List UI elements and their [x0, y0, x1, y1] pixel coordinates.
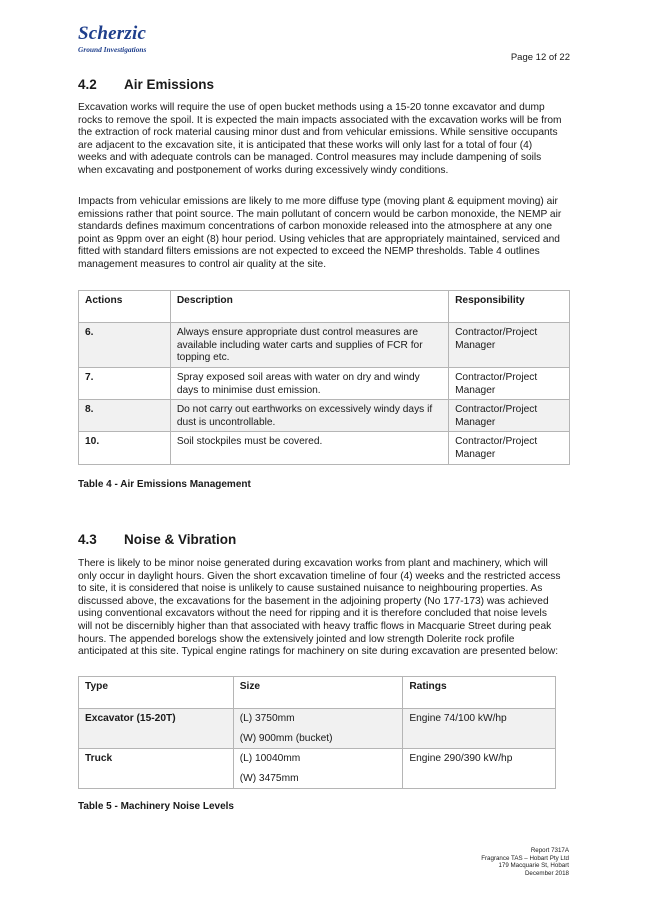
column-header-actions: Actions: [79, 291, 171, 323]
action-responsibility: Contractor/Project Manager: [449, 323, 570, 368]
noise-vibration-paragraph: There is likely to be minor noise generated during excavation works from plant and machinery, which will only occur in daylight hours. Given the short excavation timeline of four (4) weeks and the restricted access to site, it is considered that noise is unlikely to cause sustained nuisance to neighbouring properties. As discussed above, the excavations for the basement in the adjoining property (No 177-173) was achieved using conventional excavators without the need for ripping and it is therefore concluded that noise levels will not be discernibly higher than that associated with heavy traffic flows in Macquarie Street during peak hours. The appended borelogs show the extensively jointed and low strength Dolerite rock profile anticipated at this site. Typical engine ratings for machinery on site during excavation are presented below:: [78, 558, 561, 658]
action-number: 8.: [79, 400, 171, 432]
table-row: [79, 368, 570, 400]
machinery-table: [78, 676, 556, 789]
column-header-ratings: Ratings: [403, 677, 556, 709]
action-description: Do not carry out earthworks on excessively windy days if dust is uncontrollable.: [170, 400, 448, 432]
column-header-size: Size: [233, 677, 403, 709]
action-responsibility: Contractor/Project Manager: [449, 432, 570, 464]
table-row: [79, 400, 570, 432]
machine-size: [233, 749, 403, 789]
table-row: [79, 709, 556, 749]
machine-type: Excavator (15-20T): [79, 709, 234, 749]
section-heading-noise-vibration: [78, 532, 236, 547]
machine-rating: Engine 74/100 kW/hp: [403, 709, 556, 749]
table-4-caption: Table 4 - Air Emissions Management: [78, 479, 251, 490]
footer-date: December 2018: [524, 869, 569, 877]
table-header-row: [79, 291, 570, 323]
machine-rating: Engine 290/390 kW/hp: [403, 749, 556, 789]
machine-type: Truck: [79, 749, 234, 789]
column-header-responsibility: Responsibility: [449, 291, 570, 323]
report-footer: [481, 847, 569, 877]
action-responsibility: Contractor/Project Manager: [449, 368, 570, 400]
footer-address: 179 Macquarie St, Hobart: [498, 862, 569, 870]
machine-length: (L) 10040mm: [239, 753, 301, 764]
action-description: Always ensure appropriate dust control measures are available including water carts and supplies of FCR for topping etc.: [170, 323, 448, 368]
air-emissions-paragraph-2: Impacts from vehicular emissions are likely to me more diffuse type (moving plant & equipment moving) air emissions rather that point source. The main pollutant of concern would be carbon monoxide, the NEMP air standards defines maximum concentrations of carbon monoxide released into the atmosphere at any one point as 9ppm over an eight (8) hour period. Using vehicles that are appropriately maintained, serviced and fitted with standard filters emissions are not expected to exceed the NEMP thresholds. Table 4 outlines management measures to control air quality at the site.: [78, 196, 562, 270]
machine-width: (W) 900mm (bucket): [239, 732, 333, 744]
table-5-caption: Table 5 - Machinery Noise Levels: [78, 801, 234, 812]
column-header-type: Type: [79, 677, 234, 709]
section-number: 4.2: [78, 77, 97, 92]
company-logo: [78, 24, 146, 54]
column-header-description: Description: [170, 291, 448, 323]
footer-client: Fragrance TAS – Hobart Pty Ltd: [481, 854, 569, 862]
logo-name: Scherzic: [78, 23, 147, 44]
table-header-row: [79, 677, 556, 709]
machine-length: (L) 3750mm: [239, 713, 295, 724]
footer-report-number: Report 7317A: [530, 847, 569, 854]
machine-size: [233, 709, 403, 749]
section-title: Noise & Vibration: [124, 532, 237, 547]
air-emissions-paragraph-1: Excavation works will require the use of open bucket methods using a 15-20 tonne excavator and dump rocks to remove the spoil. It is expected the main impacts associated with the excavation works will be from the extraction of rock material causing minor dust and from vehicular emissions. While sensitive occupants are adjacent to the excavation site, it is anticipated that these works will only last for a total of four (4) weeks and with adequate controls can be managed. Control measures may include dampening of soils when excavating and postponement of works during excessively windy conditions.: [78, 102, 562, 176]
air-emissions-table: [78, 290, 570, 465]
logo-tagline: Ground Investigations: [78, 45, 147, 54]
page-number: Page 12 of 22: [510, 52, 570, 63]
section-heading-air-emissions: [78, 77, 214, 92]
table-row: [79, 749, 556, 789]
action-description: Spray exposed soil areas with water on dry and windy days to minimise dust emission.: [170, 368, 448, 400]
section-number: 4.3: [78, 532, 97, 547]
action-number: 6.: [79, 323, 171, 368]
machine-width: (W) 3475mm: [239, 772, 299, 784]
action-description: Soil stockpiles must be covered.: [170, 432, 448, 464]
action-responsibility: Contractor/Project Manager: [449, 400, 570, 432]
table-row: [79, 323, 570, 368]
action-number: 10.: [79, 432, 171, 464]
section-title: Air Emissions: [124, 77, 215, 92]
table-row: [79, 432, 570, 464]
action-number: 7.: [79, 368, 171, 400]
